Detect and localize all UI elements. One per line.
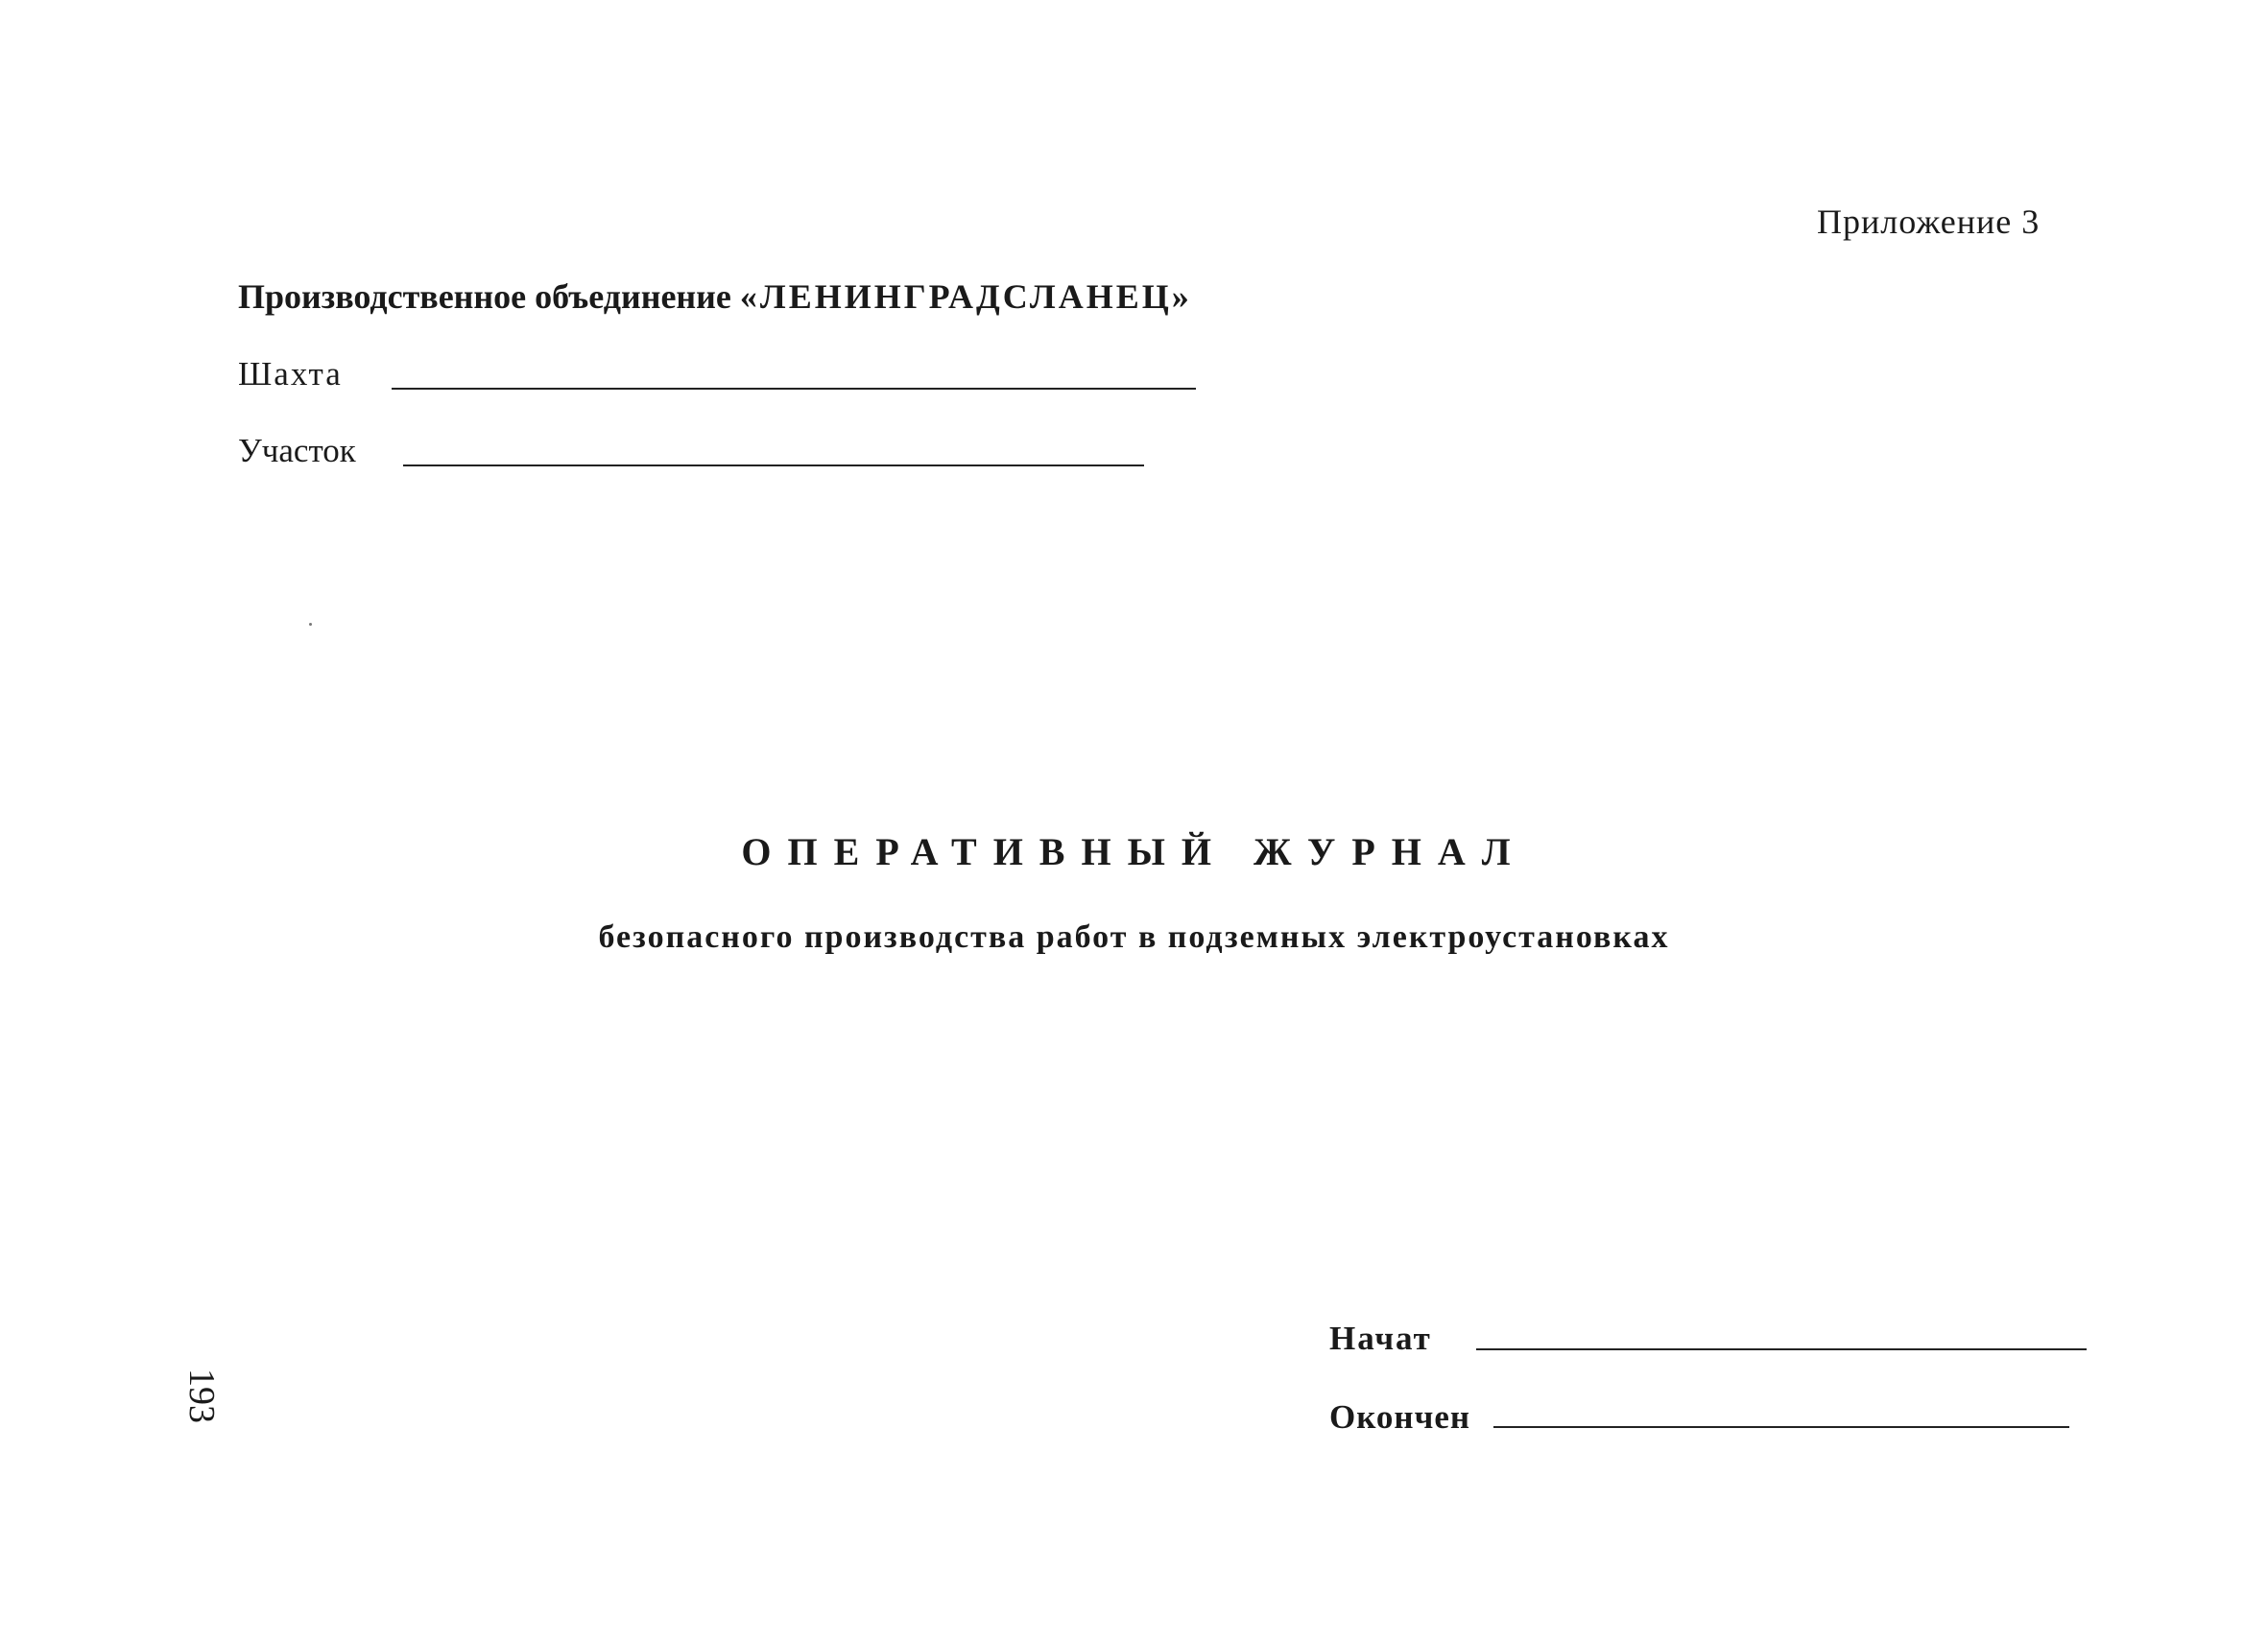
mine-field-line[interactable]	[392, 388, 1196, 390]
appendix-label: Приложение 3	[1817, 202, 2041, 241]
page-number: 193	[181, 1369, 222, 1423]
section-field-line[interactable]	[403, 464, 1144, 466]
journal-title: ОПЕРАТИВНЫЙ ЖУРНАЛ	[741, 830, 1527, 873]
stray-dot	[309, 623, 312, 626]
finished-field-line[interactable]	[1493, 1426, 2069, 1428]
mine-label: Шахта	[238, 355, 343, 393]
journal-subtitle: безопасного производства работ в подземных электроустановках	[598, 919, 1670, 955]
organization-prefix: Производственное объединение	[238, 277, 740, 316]
started-field-line[interactable]	[1476, 1348, 2087, 1350]
finished-label: Окончен	[1329, 1398, 1471, 1436]
organization-line	[238, 276, 1192, 317]
organization-name: «ЛЕНИНГРАДСЛАНЕЦ»	[739, 277, 1192, 316]
started-label: Начат	[1329, 1320, 1432, 1357]
section-label: Участок	[238, 432, 356, 469]
